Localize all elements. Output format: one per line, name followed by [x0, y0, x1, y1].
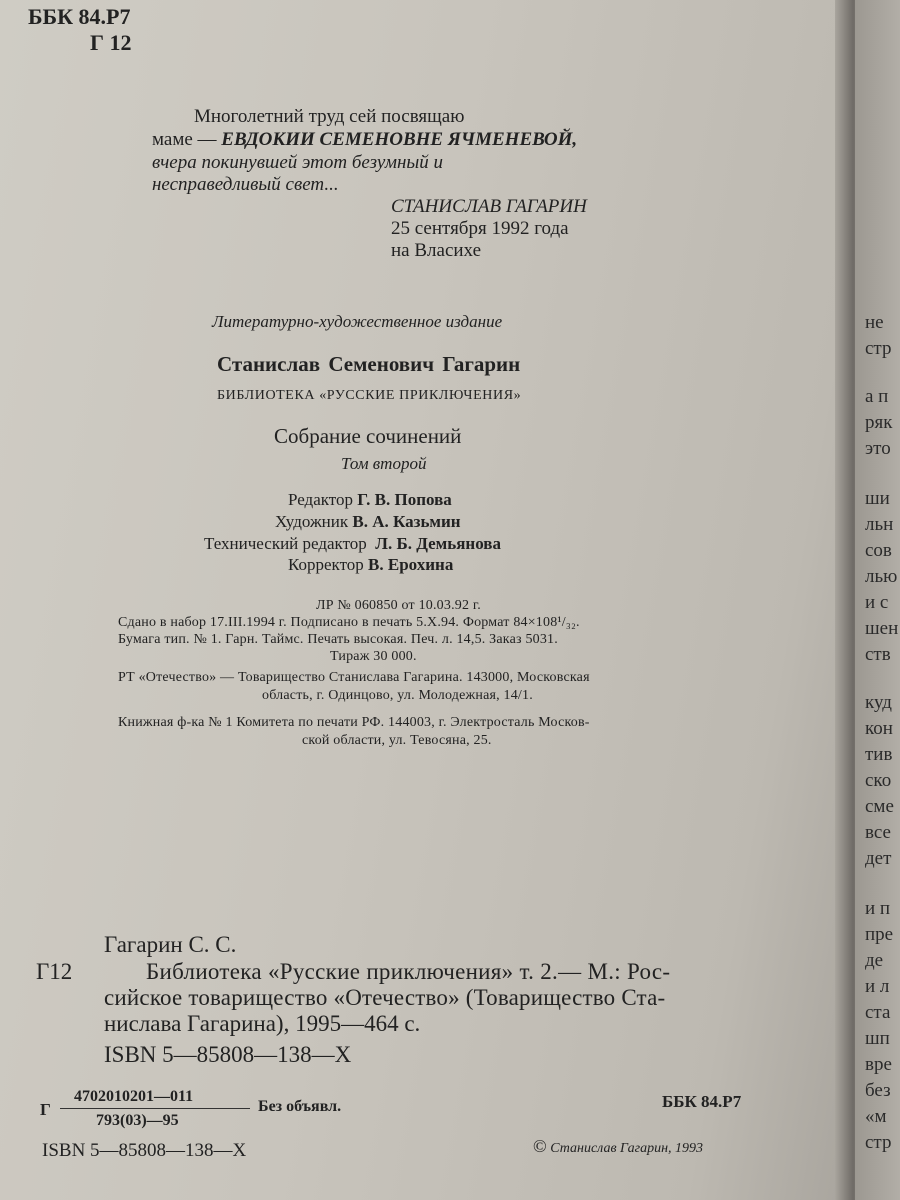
adjacent-page-fragment: сов [865, 540, 892, 561]
author-index-top: Г 12 [90, 30, 132, 55]
dedication-date: 25 сентября 1992 года [391, 218, 569, 239]
adjacent-page-fragment: кон [865, 718, 893, 739]
catalog-isbn: ISBN 5—85808—138—X [104, 1042, 352, 1067]
dedication-line-3: вчера покинувшей этот безумный и [152, 152, 443, 173]
adjacent-page-fragment: сме [865, 796, 894, 817]
adjacent-page [855, 0, 900, 1200]
isbn-bottom: ISBN 5—85808—138—X [42, 1140, 247, 1161]
credit-tech-editor [204, 534, 501, 554]
series-title: БИБЛИОТЕКА «РУССКИЕ ПРИКЛЮЧЕНИЯ» [217, 388, 522, 403]
bbk-classification-bottom: ББК 84.Р7 [662, 1092, 742, 1111]
dedication-prefix: маме — [152, 129, 222, 150]
adjacent-page-fragment: стр [865, 338, 892, 359]
dedication-line-2 [152, 129, 577, 151]
adjacent-page-fragment: не [865, 312, 884, 333]
adjacent-page-fragment: и п [865, 898, 891, 919]
adjacent-page-fragment: вре [865, 1054, 892, 1075]
credit-name: Г. В. Попова [357, 490, 452, 509]
adjacent-page-fragment: льн [865, 514, 894, 535]
adjacent-page-fragment: ши [865, 488, 890, 509]
copyright-symbol: © [533, 1136, 547, 1156]
adjacent-page-fragment: все [865, 822, 891, 843]
credit-name: В. А. Казьмин [352, 512, 461, 531]
credit-role: Корректор [288, 555, 364, 574]
imprint-license: ЛР № 060850 от 10.03.92 г. [316, 598, 481, 613]
imprint-printer-2: ской области, ул. Тевосяна, 25. [302, 733, 492, 748]
catalog-author: Гагарин С. С. [104, 932, 237, 957]
credit-proofreader [288, 555, 453, 575]
adjacent-page-fragment: а п [865, 386, 889, 407]
adjacent-page-fragment: и л [865, 976, 890, 997]
adjacent-page-fragment: пре [865, 924, 894, 945]
copyright-line [533, 1136, 703, 1157]
volume-title: Том второй [341, 454, 427, 473]
no-advertising-label: Без объявл. [258, 1098, 342, 1115]
adjacent-page-fragment: ско [865, 770, 892, 791]
credit-name: Л. Б. Демьянова [375, 534, 501, 553]
dedication-line-1: Многолетний труд сей посвящаю [194, 106, 465, 127]
adjacent-page-fragment: ряк [865, 412, 893, 433]
adjacent-page-fragment: де [865, 950, 884, 971]
adjacent-page-fragment: это [865, 438, 891, 459]
adjacent-page-fragment: стр [865, 1132, 892, 1153]
catalog-line-1: Библиотека «Русские приключения» т. 2.— М.: Рос- [146, 959, 671, 984]
imprint-print-run: Тираж 30 000. [330, 649, 417, 664]
adjacent-page-fragment: дет [865, 848, 892, 869]
adjacent-page-fragment: шен [865, 618, 899, 639]
adjacent-page-fragment: «м [865, 1106, 887, 1127]
adjacent-page-fragment: без [865, 1080, 891, 1101]
catalog-line-2: сийское товарищество «Отечество» (Товарищество Ста- [104, 985, 666, 1010]
dedication-author: СТАНИСЛАВ ГАГАРИН [391, 196, 587, 217]
catalog-line-3: нислава Гагарина), 1995—464 с. [104, 1011, 421, 1036]
catalog-index: Г12 [36, 959, 73, 984]
adjacent-page-fragment: тив [865, 744, 893, 765]
adjacent-page-fragment: и с [865, 592, 889, 613]
collection-title: Собрание сочинений [274, 424, 462, 448]
bottom-code-numerator: 4702010201—011 [74, 1088, 194, 1105]
imprint-printer-1: Книжная ф-ка № 1 Комитета по печати РФ. 144003, г. Электросталь Москов- [118, 715, 590, 730]
credit-role: Редактор [288, 490, 353, 509]
imprint-publisher-2: область, г. Одинцово, ул. Молодежная, 14/1. [262, 688, 533, 703]
credit-artist [275, 512, 461, 532]
imprint-line-1: Сдано в набор 17.III.1994 г. Подписано в печать 5.X.94. Формат 84×108¹/₃₂. [118, 615, 580, 630]
credit-name: В. Ерохина [368, 555, 454, 574]
bottom-index-letter: Г [40, 1100, 51, 1119]
adjacent-page-fragment: шп [865, 1028, 890, 1049]
copyright-name: Станислав Гагарин, [550, 1141, 672, 1156]
imprint-line-2: Бумага тип. № 1. Гарн. Таймс. Печать высокая. Печ. л. 14,5. Заказ 5031. [118, 632, 558, 647]
author-full-name: Станислав Семенович Гагарин [217, 352, 521, 376]
copyright-year: 1993 [675, 1141, 704, 1156]
dedication-line-4: несправедливый свет... [152, 174, 339, 195]
dedication-place: на Власихе [391, 240, 481, 261]
bbk-classification-top: ББК 84.Р7 [28, 4, 131, 29]
adjacent-page-fragment: лью [865, 566, 898, 587]
fraction-line [60, 1108, 250, 1109]
adjacent-page-fragment: ств [865, 644, 891, 665]
credit-role: Художник [275, 512, 349, 531]
adjacent-page-fragment: ста [865, 1002, 891, 1023]
adjacent-page-fragment: куд [865, 692, 892, 713]
dedication-name: ЕВДОКИИ СЕМЕНОВНЕ ЯЧМЕНЕВОЙ, [221, 129, 578, 150]
credit-role: Технический редактор [204, 534, 367, 553]
imprint-publisher-1: РТ «Отечество» — Товарищество Станислава Гагарина. 143000, Московская [118, 670, 590, 685]
credit-editor [288, 490, 452, 510]
bottom-code-denominator: 793(03)—95 [96, 1112, 179, 1129]
edition-type: Литературно-художественное издание [212, 312, 503, 331]
